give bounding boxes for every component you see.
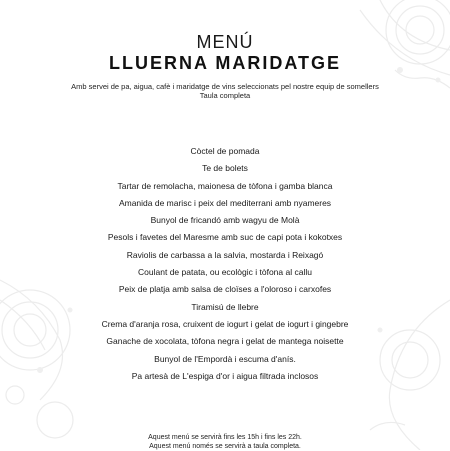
dish-item: Pesols i favetes del Maresme amb suc de capi pota i kokotxes xyxy=(0,229,450,246)
dish-item: Pa artesà de L'espiga d'or i aigua filtrada inclosos xyxy=(0,368,450,385)
dish-item: Peix de platja amb salsa de cloïses a l'oloroso i carxofes xyxy=(0,281,450,298)
dish-item: Te de bolets xyxy=(0,160,450,177)
menu-description xyxy=(0,82,450,100)
dish-item: Tartar de remolacha, maionesa de tòfona i gamba blanca xyxy=(0,178,450,195)
dish-item: Bunyol de fricandó amb wagyu de Molà xyxy=(0,212,450,229)
dish-item: Coulant de patata, ou ecològic i tòfona al callu xyxy=(0,264,450,281)
dish-item: Còctel de pomada xyxy=(0,143,450,160)
dish-list xyxy=(0,143,450,385)
dish-item: Tiramisú de llebre xyxy=(0,299,450,316)
dish-item: Ganache de xocolata, tòfona negra i gelat de mantega noisette xyxy=(0,333,450,350)
description-line: Taula completa xyxy=(0,91,450,100)
dish-item: Raviolis de carbassa a la salvia, mostarda i Reixagó xyxy=(0,247,450,264)
description-line: Amb servei de pa, aigua, cafè i maridatge de vins seleccionats pel nostre equip de somellers xyxy=(0,82,450,91)
dish-item: Crema d'aranja rosa, cruixent de iogurt i gelat de iogurt i gingebre xyxy=(0,316,450,333)
dish-item: Amanida de marisc i peix del mediterrani amb nyameres xyxy=(0,195,450,212)
menu-footer xyxy=(0,434,450,451)
dish-item: Bunyol de l'Empordà i escuma d'anís. xyxy=(0,351,450,368)
footer-note: Aquest menú només se servirà a taula completa. xyxy=(0,443,450,451)
menu-name: LLUERNA MARIDATGE xyxy=(0,53,450,74)
menu-title: MENÚ xyxy=(0,32,450,53)
footer-note: Aquest menú se servirà fins les 15h i fins les 22h. xyxy=(0,434,450,443)
